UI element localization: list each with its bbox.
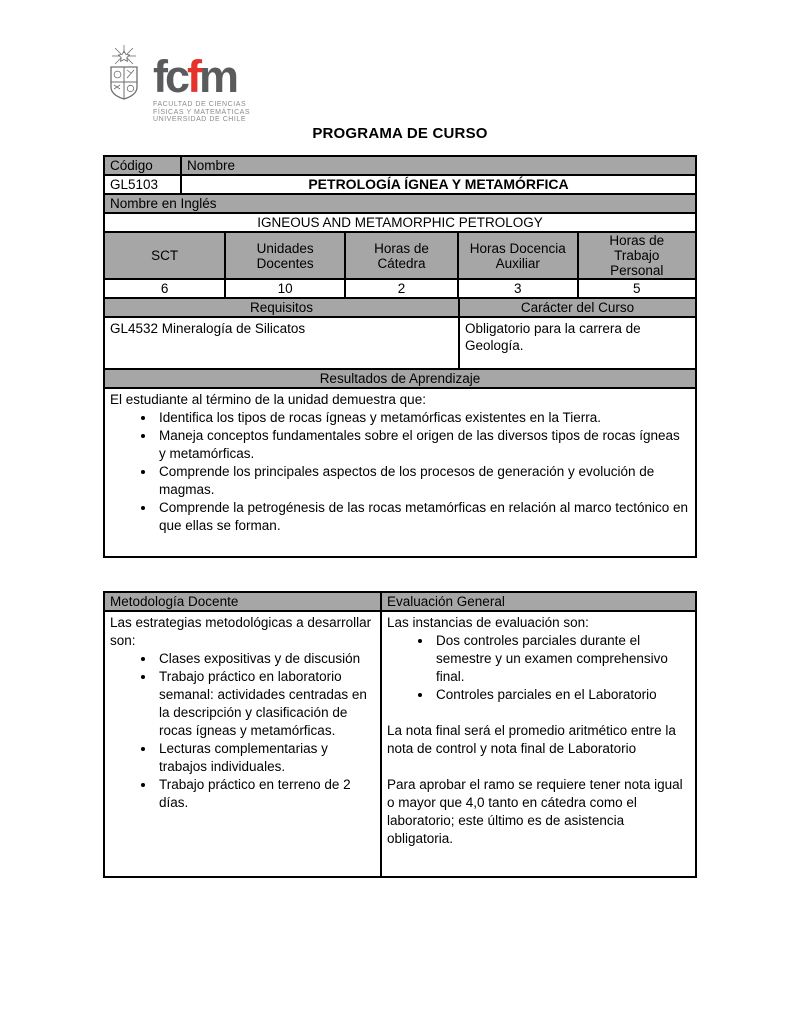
metodologia-content-cell <box>104 611 381 877</box>
hours-values-row <box>104 279 696 298</box>
course-id-table <box>103 155 697 233</box>
hours-value-cell: 6 <box>104 279 225 298</box>
resultados-list-item: • Comprende los principales aspectos de los procesos de generación y evolución de magmas. <box>156 463 690 499</box>
codigo-value-cell: GL5103 <box>104 175 181 194</box>
resultados-list-item: • Comprende la petrogénesis de las rocas metamórficas en relación al marco tectónico en que ellas se forman. <box>156 499 690 535</box>
university-crest-icon <box>104 44 144 124</box>
requisites-table <box>103 297 697 370</box>
metodologia-header-cell: Metodología Docente <box>104 592 381 611</box>
resultados-list-item: • Identifica los tipos de rocas ígneas y metamórficas existentes en la Tierra. <box>156 409 690 427</box>
resultados-header-cell: Resultados de Aprendizaje <box>104 369 696 388</box>
learning-outcomes-table <box>103 368 697 558</box>
english-name-value-cell: IGNEOUS AND METAMORPHIC PETROLOGY <box>104 213 696 232</box>
resultados-content-cell <box>104 388 696 557</box>
resultados-list <box>110 409 690 535</box>
hours-table <box>103 231 697 299</box>
resultados-list-item: • Maneja conceptos fundamentales sobre el origen de las diversos tipos de rocas ígneas y metamórficas. <box>156 427 690 463</box>
fcfm-letter-red: f <box>187 51 200 102</box>
fcfm-letter: c <box>165 51 188 102</box>
faculty-name-line: UNIVERSIDAD DE CHILE <box>153 116 247 123</box>
document-body <box>103 155 697 878</box>
evaluacion-list <box>387 632 690 704</box>
page-title: PROGRAMA DE CURSO <box>312 125 488 142</box>
metodologia-list-item: • Clases expositivas y de discusión <box>156 650 375 668</box>
metodologia-list-item: • Trabajo práctico en terreno de 2 días. <box>156 776 375 812</box>
faculty-name-lines <box>153 101 250 124</box>
english-name-header-cell: Nombre en Inglés <box>104 194 696 213</box>
evaluacion-intro: Las instancias de evaluación son: <box>387 615 589 630</box>
hours-header-cell: Horas de Trabajo Personal <box>578 232 696 279</box>
metodologia-list <box>110 650 375 812</box>
hours-header-cell: Horas de Cátedra <box>345 232 458 279</box>
hours-header-cell: SCT <box>104 232 225 279</box>
evaluacion-content-cell <box>381 611 696 877</box>
metodologia-intro: Las estrategias metodológicas a desarrollar son: <box>110 615 372 648</box>
evaluacion-header-cell: Evaluación General <box>381 592 696 611</box>
fcfm-letter: m <box>199 51 237 102</box>
evaluacion-note-final-grade: La nota final será el promedio aritmético entre la nota de control y nota final de Laboratorio <box>387 723 676 756</box>
hours-header-cell: Horas Docencia Auxiliar <box>458 232 578 279</box>
resultados-intro: El estudiante al término de la unidad demuestra que: <box>110 392 426 407</box>
faculty-name-line: FACULTAD DE CIENCIAS <box>153 101 247 108</box>
fcfm-logo <box>104 44 250 124</box>
metodologia-list-item: • Lecturas complementarias y trabajos individuales. <box>156 740 375 776</box>
hours-header-cell: Unidades Docentes <box>225 232 345 279</box>
evaluacion-list-item: • Dos controles parciales durante el semestre y un examen comprehensivo final. <box>433 632 690 686</box>
evaluacion-list-item: • Controles parciales en el Laboratorio <box>433 686 690 704</box>
course-name-cell: PETROLOGÍA ÍGNEA Y METAMÓRFICA <box>181 175 696 194</box>
caracter-value-cell: Obligatorio para la carrera de Geología. <box>459 317 696 369</box>
nombre-header-cell: Nombre <box>181 156 696 175</box>
faculty-name-line: FÍSICAS Y MATEMÁTICAS <box>153 108 251 116</box>
hours-value-cell: 10 <box>225 279 345 298</box>
fcfm-letter: f <box>153 51 165 102</box>
caracter-header-cell: Carácter del Curso <box>459 298 696 317</box>
logo-wordmark <box>153 51 251 124</box>
requisitos-value-cell: GL4532 Mineralogía de Silicatos <box>104 317 459 369</box>
fcfm-wordmark <box>153 51 250 102</box>
codigo-header-cell: Código <box>104 156 181 175</box>
hours-header-row <box>104 232 696 279</box>
requisitos-header-cell: Requisitos <box>104 298 459 317</box>
hours-value-cell: 2 <box>345 279 458 298</box>
methodology-evaluation-table <box>103 591 697 878</box>
hours-value-cell: 5 <box>578 279 696 298</box>
evaluacion-note-approval: Para aprobar el ramo se requiere tener nota igual o mayor que 4,0 tanto en cátedra como el laboratorio; este último es de asistencia obligatoria. <box>387 777 683 846</box>
metodologia-list-item: • Trabajo práctico en laboratorio semanal: actividades centradas en la descripción y clasificación de rocas ígneas y metamórficas. <box>156 668 375 740</box>
hours-value-cell: 3 <box>458 279 578 298</box>
